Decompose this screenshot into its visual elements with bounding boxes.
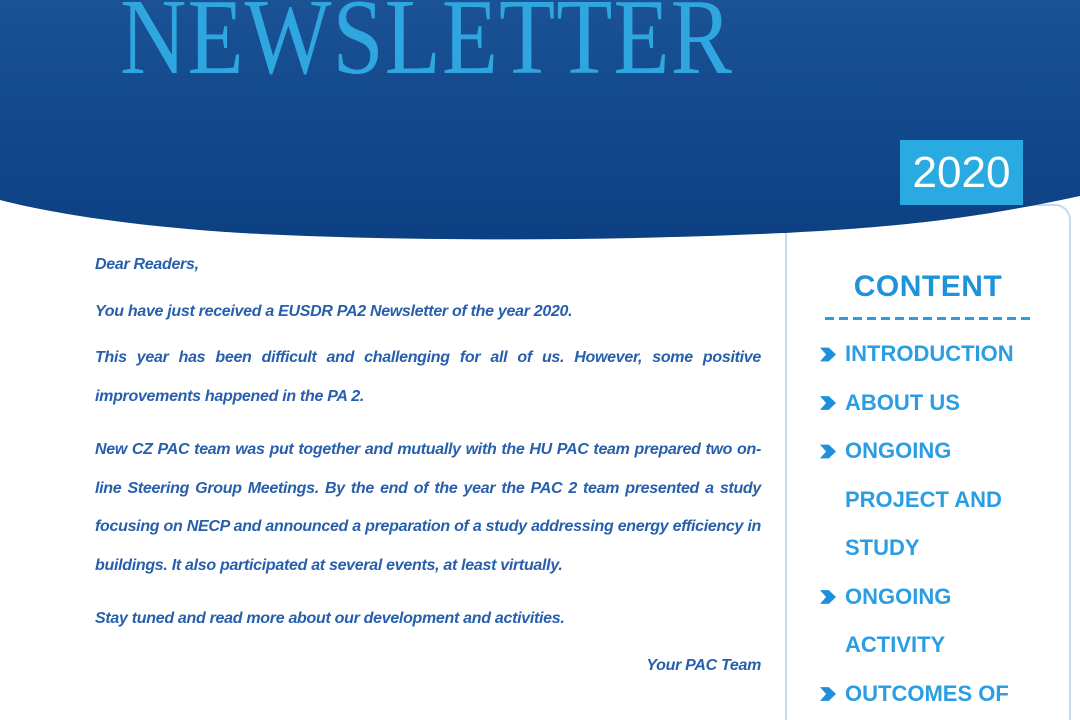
toc-item-outcomes-of[interactable] — [845, 670, 1023, 719]
toc-item-ongoing-project-and-study[interactable] — [845, 427, 1023, 573]
arrow-bullet-icon — [820, 444, 836, 459]
toc-item-ongoing-activity[interactable] — [845, 573, 1023, 670]
letter-body — [95, 246, 761, 693]
arrow-bullet-icon — [820, 347, 836, 362]
toc-item-label: ONGOING PROJECT AND STUDY — [845, 438, 1002, 560]
table-of-contents — [787, 330, 1023, 718]
paragraph-intro: You have just received a EUSDR PA2 Newsletter of the year 2020. — [95, 302, 573, 320]
toc-item-label: INTRODUCTION — [845, 341, 1014, 366]
signature: Your PAC Team — [646, 656, 761, 674]
dashed-divider — [825, 317, 1031, 320]
toc-item-introduction[interactable] — [845, 330, 1023, 379]
toc-item-label: ONGOING ACTIVITY — [845, 583, 952, 657]
arrow-bullet-icon — [820, 590, 836, 605]
paragraph-stay-tuned: Stay tuned and read more about our development and activities. — [95, 610, 565, 627]
sidebar-heading: CONTENT — [853, 270, 1003, 303]
paragraph-year-review: This year has been difficult and challenging for all of us. However, some positive improvements happened in the PA 2. — [95, 349, 761, 405]
toc-item-about-us[interactable] — [845, 379, 1023, 428]
toc-item-label: ABOUT US — [845, 389, 960, 415]
salutation: Dear Readers, — [95, 256, 199, 273]
arrow-bullet-icon — [820, 687, 836, 702]
content-sidebar — [785, 204, 1071, 720]
toc-item-label: OUTCOMES OF — [845, 680, 1009, 706]
arrow-bullet-icon — [820, 396, 836, 411]
year-badge: 2020 — [900, 140, 1023, 205]
newsletter-title: NEWSLETTER — [120, 0, 733, 97]
paragraph-pac-team: New CZ PAC team was put together and mutually with the HU PAC team prepared two on-line Steering Group Meetings. By the end of the year the PAC 2 team presented a study focusing on NECP and announced a preparation of a study addressing energy efficiency in buildings. It also participated at several events, at least virtually. — [95, 441, 761, 574]
